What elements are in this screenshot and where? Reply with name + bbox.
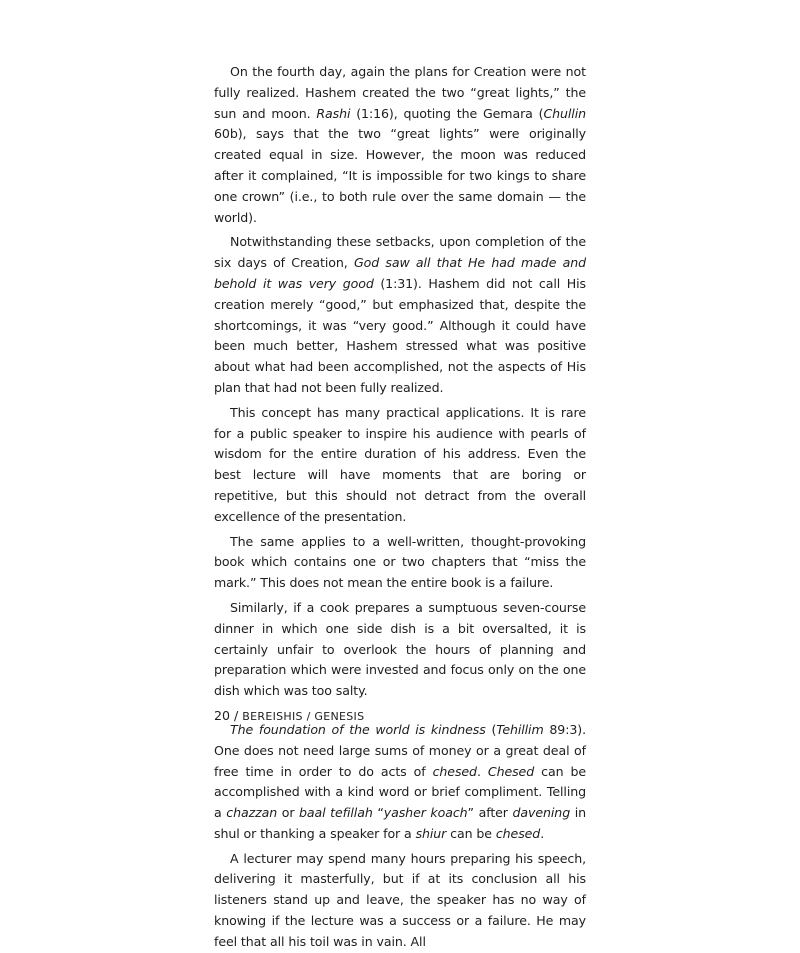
italic-text: chesed bbox=[432, 763, 477, 779]
italic-text: chesed bbox=[495, 825, 541, 841]
paragraph-foundation-kindness: The foundation of the world is kindness (Tehillim 89:3). One does not need large sums of money or a great deal of free time in order to do acts of chesed. Chesed can be accomplished with a kind word or brief compliment. Telling a chazzan or baal tefillah “yasher koach” after davening in shul or thanking a speaker for a shiur can be chesed. bbox=[214, 721, 587, 841]
paragraph-notwithstanding: Notwithstanding these setbacks, upon completion of the six days of Creation, God saw all that He had made and behold it was very good (1:31). Hashem did not call His creation merely “good,” but emphasized that, despite the shortcomings, it was “very good.” Although it could have been much better, Hashem stressed what was positive about what had been accomplished, not the aspects of His plan that had not been fully realized. bbox=[214, 234, 586, 395]
book-page bbox=[214, 62, 586, 953]
running-title: BEREISHIS / GENESIS bbox=[242, 710, 365, 723]
italic-text: davening bbox=[512, 805, 571, 821]
italic-text: Chullin bbox=[543, 105, 586, 121]
italic-text: Rashi bbox=[316, 105, 351, 121]
italic-text: shiur bbox=[415, 825, 447, 841]
paragraph-cook-dinner: Similarly, if a cook prepares a sumptuous seven-course dinner in which one side dish is a bit oversalted, it is certainly unfair to overlook the hours of planning and preparation which were invested and focus only on the one dish which was too salty. bbox=[214, 599, 586, 699]
italic-text: Chesed bbox=[487, 763, 535, 779]
footer-separator: / bbox=[230, 708, 243, 723]
paragraph-fourth-day: On the fourth day, again the plans for Creation were not fully realized. Hashem created the two “great lights,” the sun and moon. Rashi (1:16), quoting the Gemara (Chullin 60b), says that the two “great lights” were originally created equal in size. However, the moon was reduced after it complained, “It is impossible for two kings to share one crown” (i.e., to both rule over the same domain — the world). bbox=[214, 64, 586, 225]
italic-text: Tehillim bbox=[496, 721, 544, 737]
paragraph-practical-applications: This concept has many practical applications. It is rare for a public speaker to inspire his audience with pearls of wisdom for the entire duration of his address. Even the best lecture will have moments that are boring or repetitive, but this should not detract from the overall excellence of the presentation. bbox=[214, 404, 586, 524]
italic-text: yasher koach bbox=[383, 805, 468, 821]
page-footer bbox=[214, 708, 364, 723]
italic-text: baal tefillah bbox=[299, 805, 373, 821]
italic-text: chazzan bbox=[226, 805, 278, 821]
paragraph-well-written-book: The same applies to a well-written, thought-provoking book which contains one or two chapters that “miss the mark.” This does not mean the entire book is a failure. bbox=[214, 533, 586, 591]
italic-text: The foundation of the world is kindness bbox=[230, 721, 486, 737]
page-number: 20 bbox=[214, 708, 231, 723]
italic-text: God saw all that He had made and behold it was very good bbox=[214, 255, 586, 291]
paragraph-lecturer: A lecturer may spend many hours preparing his speech, delivering it masterfully, but if at its conclusion all his listeners stand up and leave, the speaker has no way of knowing if the lecture was a success or a failure. He may feel that all his toil was in vain. All bbox=[214, 850, 586, 949]
